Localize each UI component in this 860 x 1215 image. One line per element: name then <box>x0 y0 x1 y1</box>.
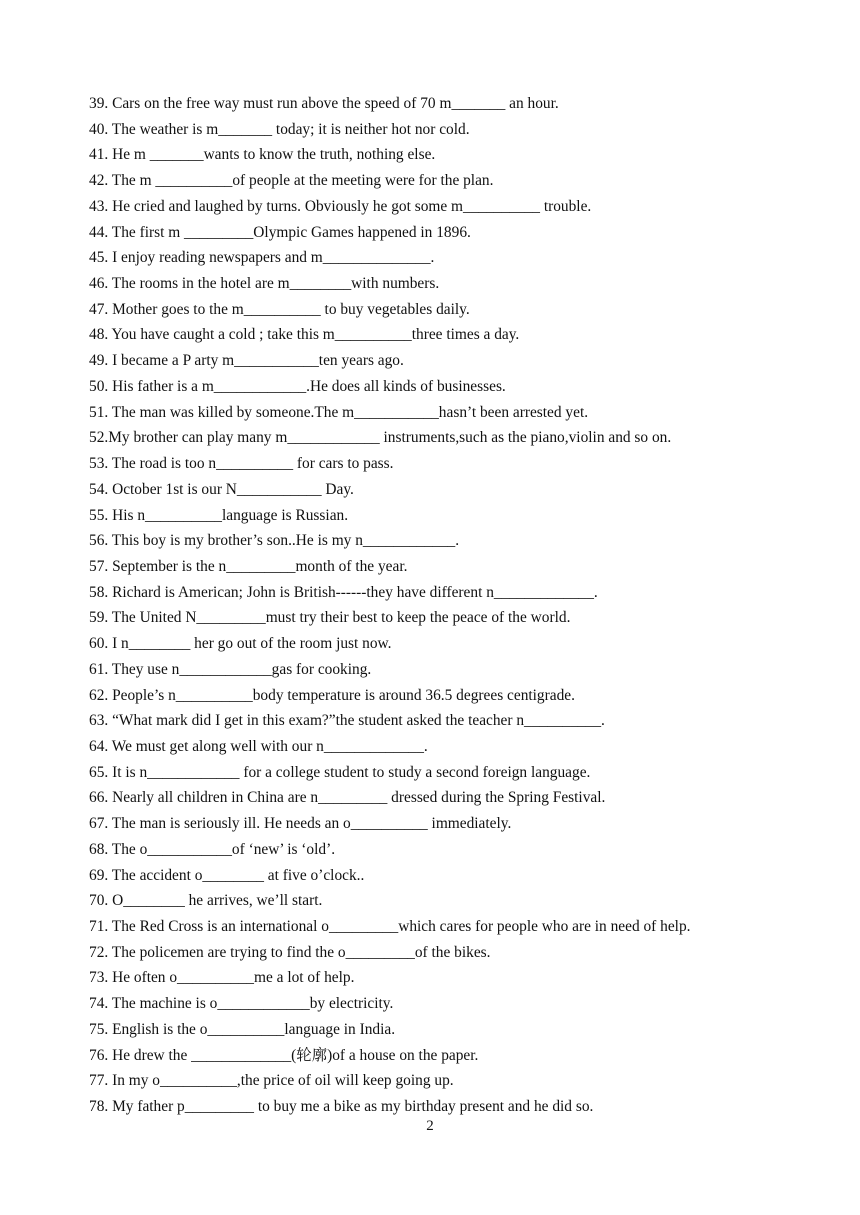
exercise-line: 41. He m _______wants to know the truth, nothing else. <box>89 146 436 164</box>
exercise-line: 47. Mother goes to the m__________ to buy vegetables daily. <box>89 300 470 318</box>
exercise-line: 72. The policemen are trying to find the o_________of the bikes. <box>89 943 491 961</box>
exercise-line: 50. His father is a m____________.He does all kinds of businesses. <box>89 377 506 395</box>
exercise-line: 74. The machine is o____________by electricity. <box>89 995 394 1013</box>
exercise-line: 70. O________ he arrives, we’ll start. <box>89 892 323 910</box>
exercise-line: 48. You have caught a cold ; take this m__________three times a day. <box>89 326 520 344</box>
exercise-line: 77. In my o__________,the price of oil will keep going up. <box>89 1072 454 1090</box>
page-number: 2 <box>426 1118 434 1134</box>
exercise-line: 71. The Red Cross is an international o_________which cares for people who are in need of help. <box>89 918 691 935</box>
exercise-line: 56. This boy is my brother’s son..He is my n____________. <box>89 532 460 550</box>
exercise-line: 49. I became a P arty m___________ten years ago. <box>89 352 404 370</box>
exercise-line: 45. I enjoy reading newspapers and m______________. <box>89 249 435 267</box>
exercise-line: 52.My brother can play many m____________ instruments,such as the piano,violin and so on. <box>89 429 672 447</box>
exercise-line: 66. Nearly all children in China are n_________ dressed during the Spring Festival. <box>89 789 606 807</box>
exercise-line: 40. The weather is m_______ today; it is neither hot nor cold. <box>89 120 470 138</box>
exercise-line: 60. I n________ her go out of the room just now. <box>89 635 392 653</box>
exercise-line: 69. The accident o________ at five o’clock.. <box>89 866 365 884</box>
exercise-line: 73. He often o__________me a lot of help. <box>89 969 355 987</box>
exercise-line: 62. People’s n__________body temperature is around 36.5 degrees centigrade. <box>89 686 575 704</box>
exercise-line: 42. The m __________of people at the meeting were for the plan. <box>89 172 494 190</box>
exercise-line: 43. He cried and laughed by turns. Obviously he got some m__________ trouble. <box>89 197 592 215</box>
exercise-line: 61. They use n____________gas for cooking. <box>89 660 372 678</box>
exercise-line: 65. It is n____________ for a college student to study a second foreign language. <box>89 763 591 781</box>
exercise-line: 39. Cars on the free way must run above the speed of 70 m_______ an hour. <box>89 95 559 112</box>
exercise-line: 58. Richard is American; John is British------they have different n_____________. <box>89 583 598 601</box>
exercise-line: 55. His n__________language is Russian. <box>89 506 349 524</box>
exercise-line: 59. The United N_________must try their best to keep the peace of the world. <box>89 609 571 627</box>
exercise-line: 76. He drew the _____________(轮廓)of a house on the paper. <box>89 1046 479 1064</box>
exercise-line: 75. English is the o__________language in India. <box>89 1020 396 1038</box>
exercise-line: 67. The man is seriously ill. He needs an o__________ immediately. <box>89 815 512 833</box>
exercise-line: 63. “What mark did I get in this exam?”the student asked the teacher n__________. <box>89 712 605 730</box>
exercise-line: 53. The road is too n__________ for cars to pass. <box>89 455 394 473</box>
exercise-line: 68. The o___________of ‘new’ is ‘old’. <box>89 840 336 858</box>
exercise-line: 46. The rooms in the hotel are m________with numbers. <box>89 275 440 293</box>
exercise-line: 54. October 1st is our N___________ Day. <box>89 480 354 498</box>
exercise-line: 51. The man was killed by someone.The m___________hasn’t been arrested yet. <box>89 403 589 421</box>
exercise-line: 64. We must get along well with our n_____________. <box>89 737 428 755</box>
exercise-line: 44. The first m _________Olympic Games happened in 1896. <box>89 223 471 241</box>
exercise-list <box>89 91 789 1120</box>
exercise-line: 57. September is the n_________month of the year. <box>89 557 408 575</box>
exercise-line: 78. My father p_________ to buy me a bike as my birthday present and he did so. <box>89 1098 594 1116</box>
